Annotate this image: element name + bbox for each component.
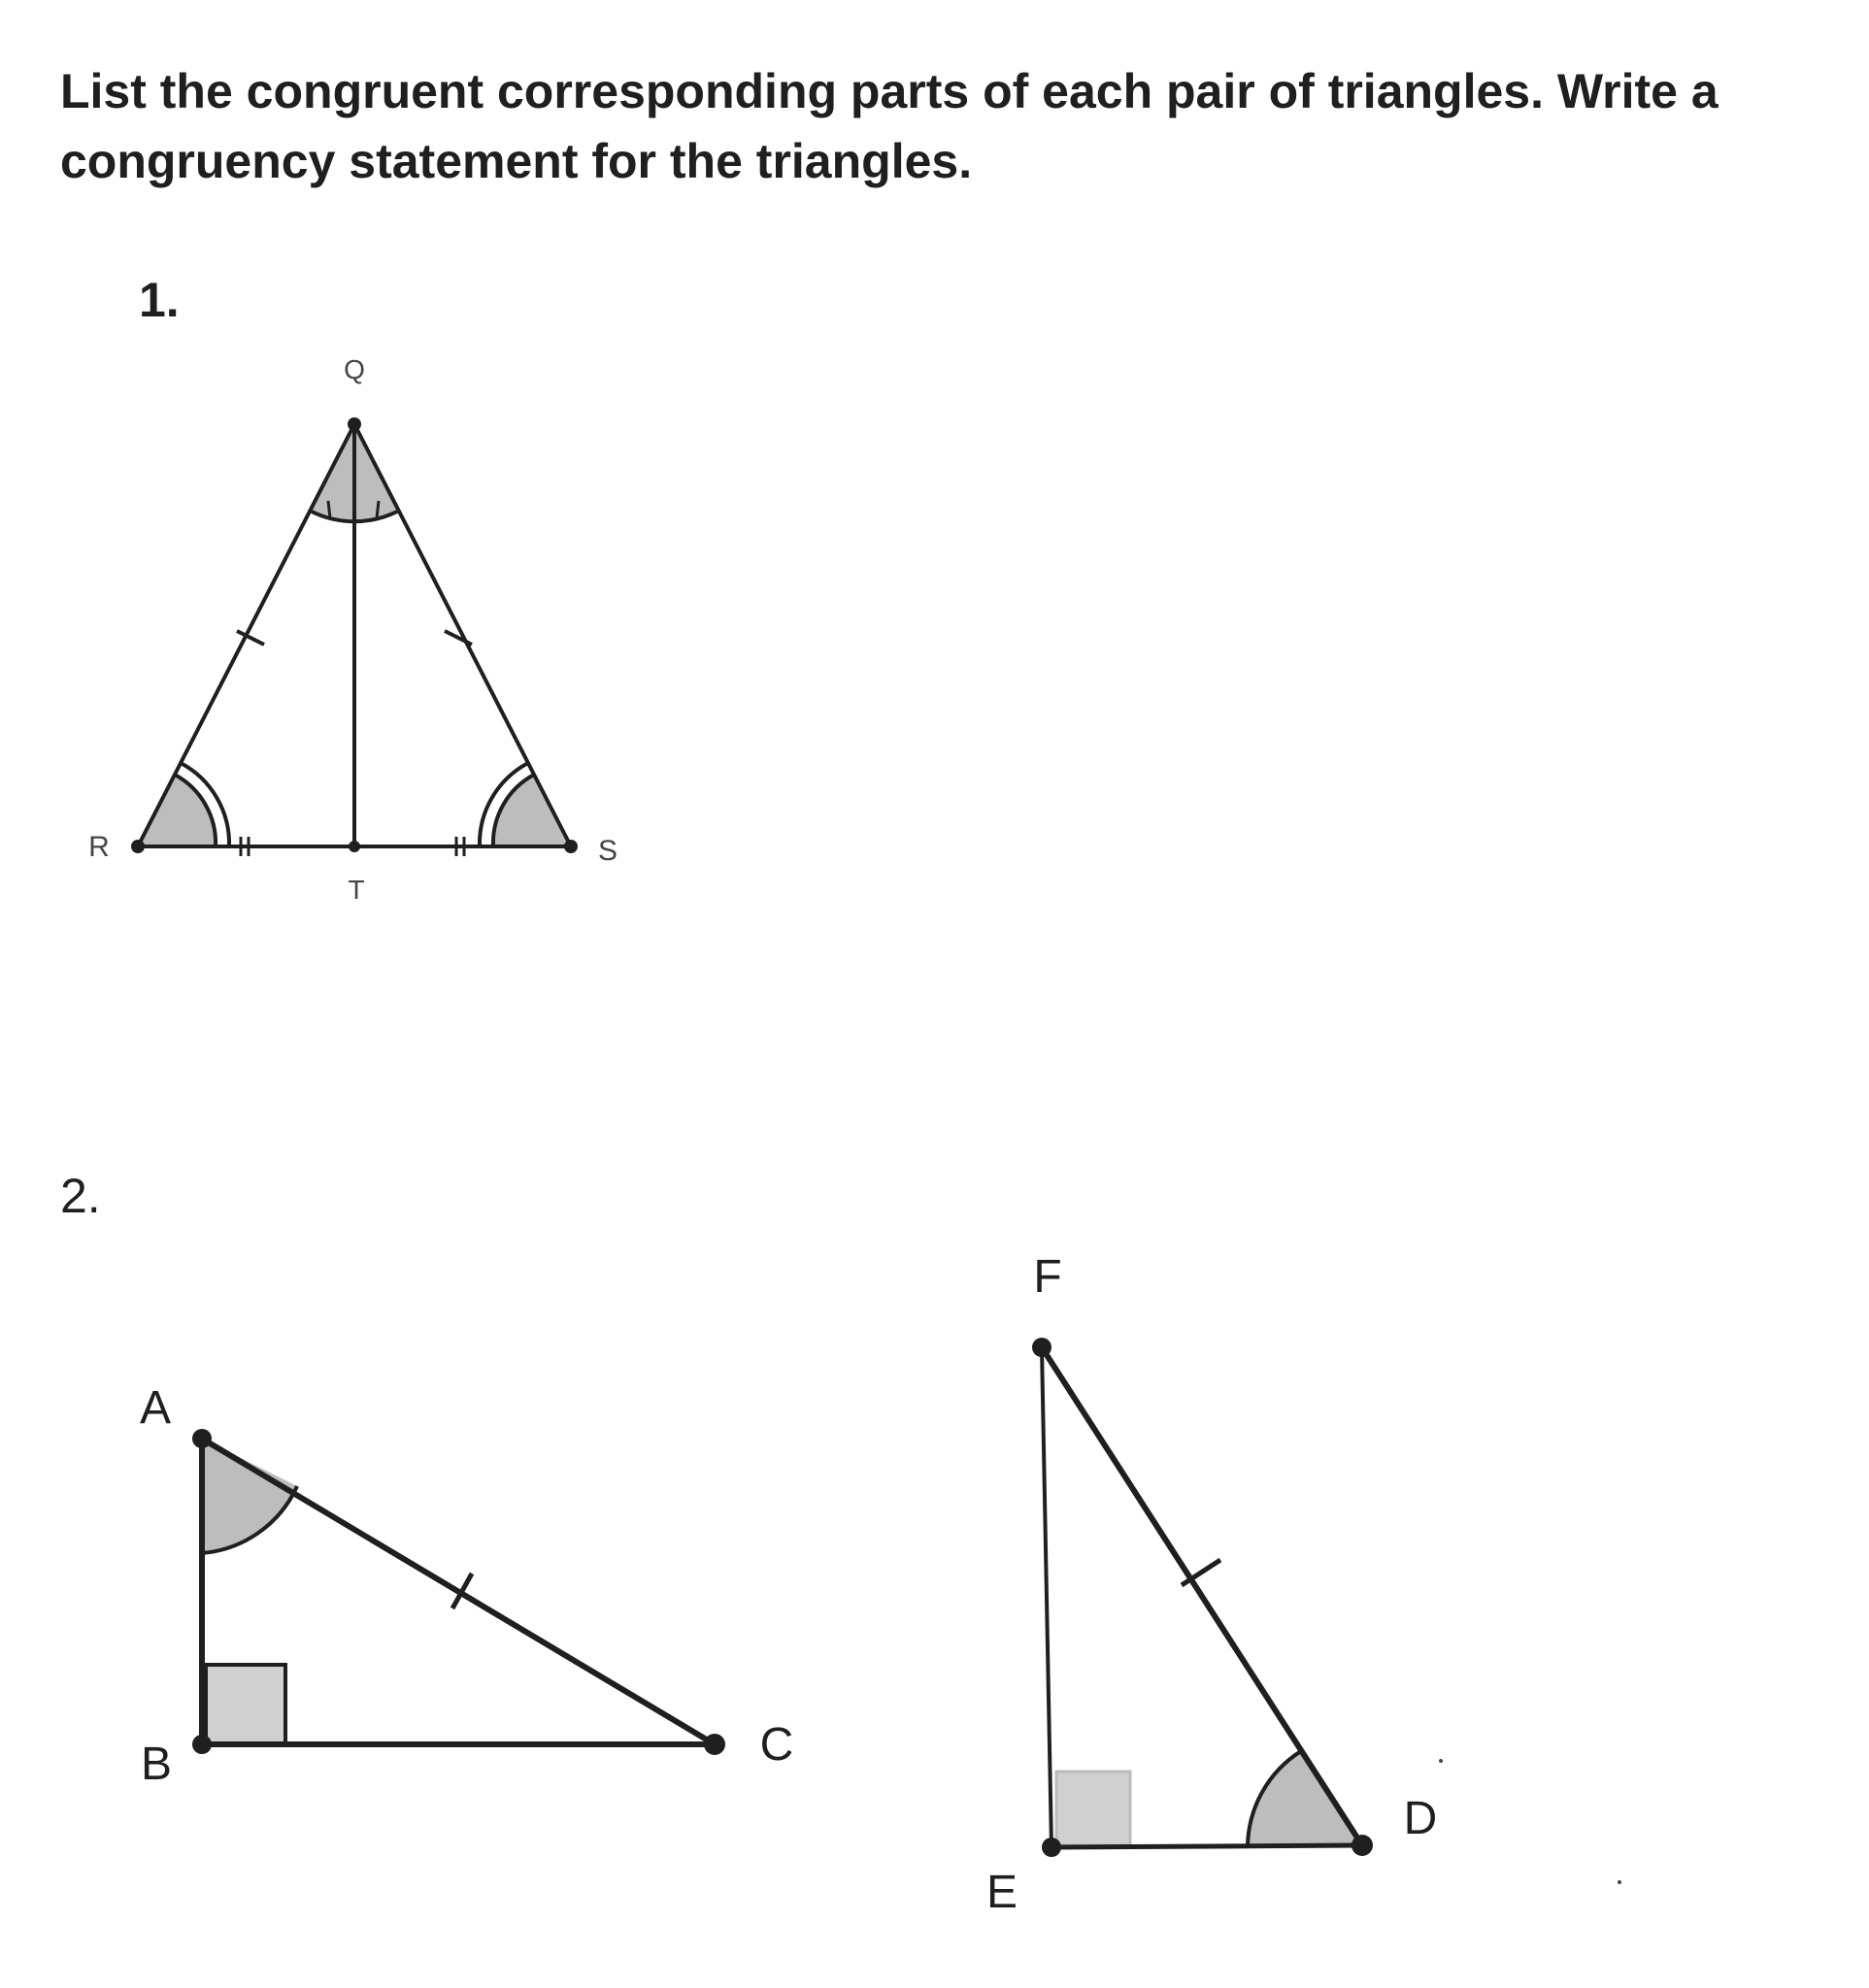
- angle-s-fill: [493, 775, 571, 846]
- label-c: C: [759, 1719, 794, 1771]
- angle-a-fill: [202, 1439, 297, 1553]
- label-f: F: [1033, 1251, 1062, 1303]
- right-angle-e-square: [1056, 1772, 1130, 1845]
- problem-2-triangle-abc: [117, 1364, 835, 1820]
- vertex-s: [564, 840, 578, 853]
- vertex-t: [349, 841, 360, 852]
- label-t: T: [348, 875, 365, 905]
- problem-1-figure: [68, 340, 651, 922]
- isosceles-triangle-diagram: [68, 340, 651, 922]
- label-s: S: [597, 835, 618, 867]
- vertex-d: [1352, 1835, 1373, 1856]
- label-b: B: [140, 1739, 173, 1790]
- tick-angle-q-left: [328, 501, 330, 518]
- vertex-c: [704, 1734, 725, 1755]
- scan-speck: [1439, 1759, 1443, 1763]
- problem-1-number: 1.: [139, 273, 180, 327]
- side-fe: [1042, 1347, 1051, 1847]
- vertex-f: [1032, 1338, 1051, 1357]
- vertex-b: [192, 1735, 212, 1754]
- scan-speck: [1618, 1880, 1621, 1884]
- vertex-a: [192, 1429, 212, 1448]
- right-angle-b-square: [206, 1665, 285, 1744]
- vertex-e: [1042, 1838, 1061, 1857]
- label-q: Q: [344, 354, 365, 384]
- right-triangle-abc-diagram: [117, 1364, 835, 1820]
- tick-angle-q-right: [377, 501, 379, 518]
- problem-2-number: 2.: [60, 1169, 101, 1223]
- angle-r-fill: [138, 775, 216, 846]
- right-triangle-fed-diagram: [951, 1238, 1495, 1937]
- vertex-r: [131, 840, 145, 853]
- label-a: A: [139, 1382, 172, 1434]
- label-r: R: [88, 831, 110, 863]
- label-d: D: [1403, 1793, 1438, 1844]
- label-e: E: [985, 1867, 1018, 1918]
- side-qs: [354, 424, 571, 846]
- problem-2-triangle-fed: [951, 1238, 1495, 1937]
- instructions-text: List the congruent corresponding parts of each pair of triangles. Write a congruency statement for the triangles.: [60, 64, 1719, 188]
- side-ed: [1051, 1845, 1362, 1847]
- vertex-q: [348, 417, 361, 431]
- tick-qs: [445, 631, 472, 645]
- angle-d-fill: [1248, 1751, 1362, 1847]
